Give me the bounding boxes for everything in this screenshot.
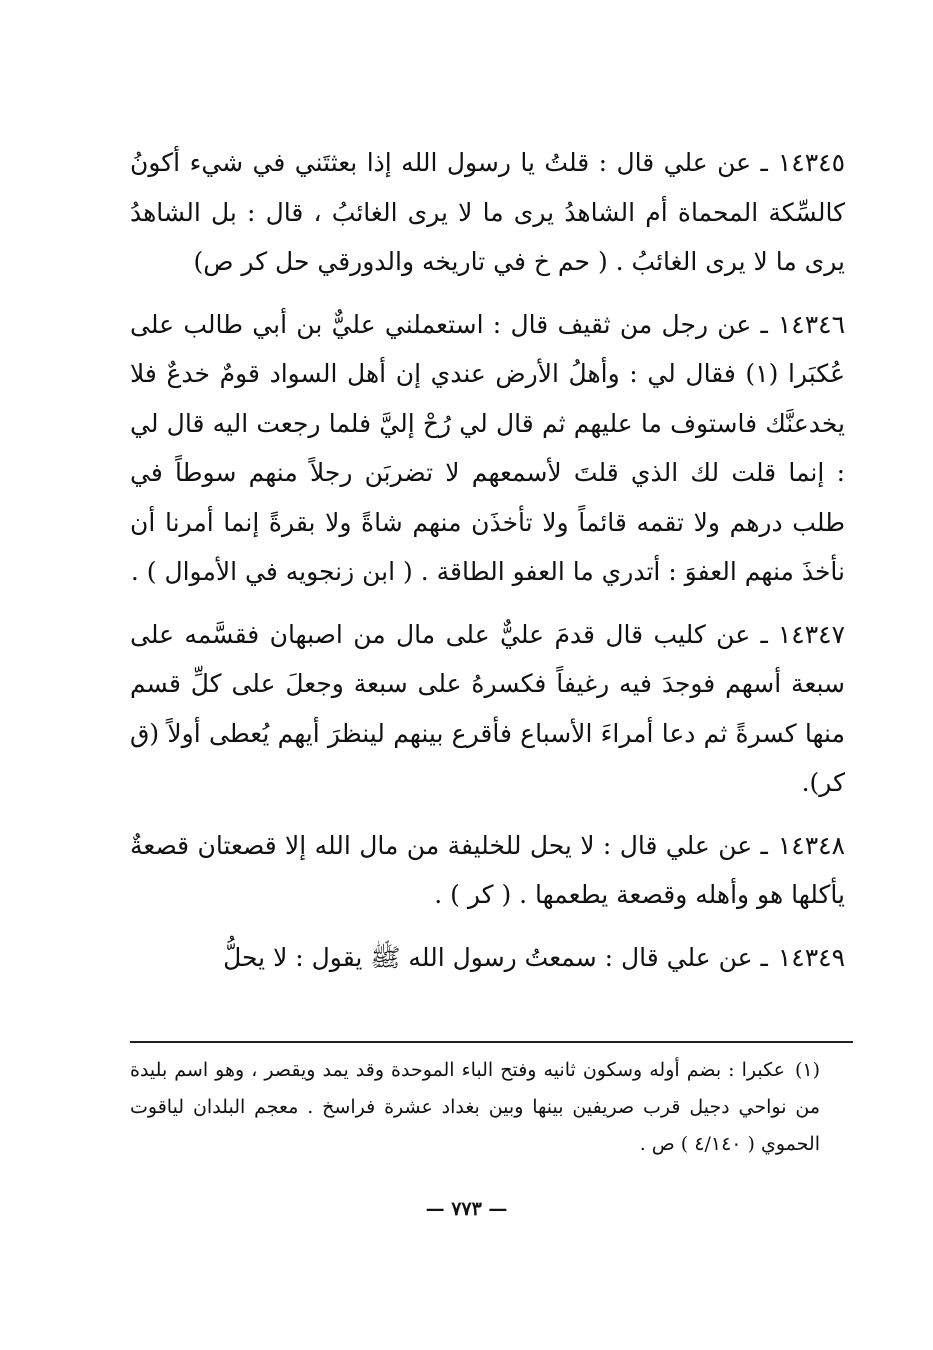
- hadith-text: ـ عن علي قال : سمعتُ رسول الله ﷺ يقول : لا يحلُّ: [223, 942, 768, 972]
- hadith-number: ١٤٣٤٩: [777, 942, 845, 972]
- hadith-paragraph: [130, 610, 845, 808]
- page-number: — ٧٧٣ —: [425, 1198, 508, 1220]
- hadith-paragraph: [130, 933, 845, 983]
- footnote-text: عكبرا : بضم أوله وسكون ثانيه وفتح الباء الموحدة وقد يمد ويقصر ، وهو اسم بليدة من نواحي دجيل قرب صريفين بينها وبين بغداد عشرة فراسخ . معجم البلدان لياقوت الحموي ( ٤/١٤٠ ) ص .: [130, 1059, 820, 1155]
- hadith-paragraph: [130, 821, 845, 920]
- hadith-text: ـ عن رجل من ثقيف قال : استعملني عليٌّ بن أبي طالب على عُكبَرا (١) فقال لي : وأهلُ الأرض عندي إن أهل السواد قومٌ خدعٌ فلا يخدعنَّك فاستوف ما عليهم ثم قال لي رُحْ إليَّ فلما رجعت اليه قال لي : إنما قلت لك الذي قلتَ لأسمعهم لا تضربَن رجلاً منهم سوطاً في طلب درهم ولا تقمه قائماً ولا تأخذَن منهم شاةً ولا بقرةً إنما أمرنا أن نأخذَ منهم العفوَ : أتدري ما العفو الطاقة . ( ابن زنجويه في الأموال ) .: [130, 309, 845, 586]
- footnote-divider: [130, 1041, 853, 1043]
- hadith-number: ١٤٣٤٨: [777, 830, 845, 860]
- footnote: [130, 1052, 820, 1163]
- footnote-number: (١): [794, 1059, 820, 1081]
- hadith-number: ١٤٣٤٦: [777, 309, 845, 339]
- hadith-number: ١٤٣٤٥: [777, 148, 845, 177]
- hadith-number: ١٤٣٤٧: [777, 619, 845, 649]
- hadith-paragraph: [130, 138, 845, 287]
- main-text: [130, 138, 845, 995]
- hadith-text: ـ عن علي قال : قلتُ يا رسول الله إذا بعثتَني في شيء أكونُ كالسِّكة المحماة أم الشاهدُ يرى ما لا يرى الغائبُ ، قال : بل الشاهدُ يرى ما لا يرى الغائبُ . ( حم خ في تاريخه والدورقي حل كر ص): [130, 148, 845, 276]
- hadith-paragraph: [130, 300, 845, 597]
- hadith-text: ـ عن كليب قال قدمَ عليٌّ على مال من اصبهان فقسَّمه على سبعة أسهم فوجدَ فيه رغيفاً فكسرهُ على سبعة وجعلَ على كلِّ قسم منها كسرةً ثم دعا أمراءَ الأسباع فأقرع بينهم لينظرَ أيهم يُعطى أولاً (ق كر).: [130, 619, 845, 797]
- hadith-text: ـ عن علي قال : لا يحل للخليفة من مال الله إلا قصعتان قصعةٌ يأكلها هو وأهله وقصعة يطعمها . ( كر ) .: [130, 830, 845, 909]
